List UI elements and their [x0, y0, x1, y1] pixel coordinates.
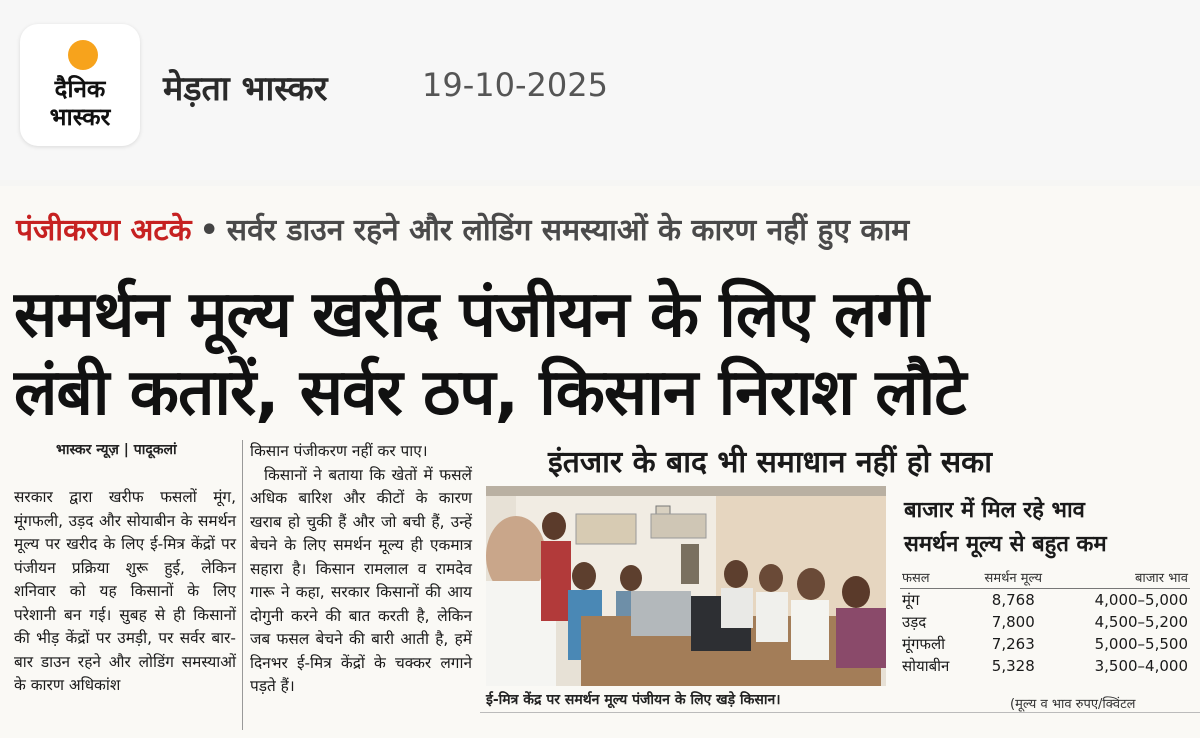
column-divider	[242, 440, 243, 730]
market-price: 5,000–5,500	[1094, 634, 1188, 653]
logo-text-line2: भास्कर	[49, 103, 111, 131]
crop-name: सोयाबीन	[902, 656, 950, 675]
msp-value: 8,768	[991, 590, 1035, 609]
kicker-line	[16, 208, 909, 249]
bottom-divider	[480, 712, 1200, 713]
kicker-bullet: •	[199, 213, 219, 248]
price-footnote: (मूल्य व भाव रुपए/क्विंटल	[1010, 697, 1136, 712]
col-header-market: बाजार भाव	[1135, 571, 1188, 586]
price-table	[900, 566, 1190, 677]
price-box-title-2: समर्थन मूल्य से बहुत कम	[904, 532, 1107, 557]
app-header	[0, 0, 1200, 180]
market-price: 4,000–5,000	[1094, 590, 1188, 609]
msp-value: 5,328	[991, 656, 1035, 675]
headline-line-1: समर्थन मूल्य खरीद पंजीयन के लिए लगी	[14, 278, 928, 352]
subheadline: इंतजार के बाद भी समाधान नहीं हो सका	[548, 445, 992, 480]
msp-value: 7,800	[991, 612, 1035, 631]
price-box-title-1: बाजार में मिल रहे भाव	[904, 498, 1085, 523]
col-header-crop: फसल	[902, 571, 930, 586]
kicker-text: सर्वर डाउन रहने और लोडिंग समस्याओं के कारण नहीं हुए काम	[226, 213, 910, 248]
byline: भास्कर न्यूज़ | पादूकलां	[56, 442, 177, 458]
crop-name: मूंग	[902, 590, 920, 609]
logo-text-line1: दैनिक	[54, 75, 106, 103]
price-table-header	[900, 566, 1190, 589]
crop-name: मूंगफली	[902, 634, 946, 653]
table-row	[900, 589, 1190, 611]
body-column-1: सरकार द्वारा खरीफ फसलों मूंग, मूंगफली, उड़द और सोयाबीन के समर्थन मूल्य पर खरीद के लिए ई-मित्र केंद्रों पर पंजीयन प्रक्रिया शुरू हुई, लेकिन शनिवार को यह किसानों के लिए परेशानी बन गई। सुबह से ही किसानों की भीड़ केंद्रों पर उमड़ी, पर सर्वर बार-बार डाउन रहने और लोडिंग समस्याओं के कारण अधिकांश	[14, 488, 236, 694]
market-price: 3,500–4,000	[1094, 656, 1188, 675]
table-row	[900, 655, 1190, 677]
dainik-bhaskar-logo[interactable]	[20, 24, 140, 146]
body-column-2	[250, 440, 472, 699]
body-column-2-lead: किसान पंजीकरण नहीं कर पाए।	[250, 442, 428, 460]
news-photo	[486, 486, 886, 686]
headline-line-2: लंबी कतारें, सर्वर ठप, किसान निराश लौटे	[14, 356, 966, 430]
edition-title: मेड़ता भास्कर	[163, 69, 328, 109]
market-price: 4,500–5,200	[1094, 612, 1188, 631]
farmers-at-emitra-photo	[486, 486, 886, 686]
col-header-msp: समर्थन मूल्य	[984, 571, 1043, 586]
crop-name: उड़द	[902, 612, 927, 631]
sun-icon	[68, 40, 98, 70]
photo-caption: ई-मित्र केंद्र पर समर्थन मूल्य पंजीयन के लिए खड़े किसान।	[486, 692, 781, 708]
msp-value: 7,263	[991, 634, 1035, 653]
kicker-label: पंजीकरण अटके	[16, 213, 192, 248]
body-column-2-paragraph: किसानों ने बताया कि खेतों में फसलें अधिक बारिश और कीटों के कारण खराब हो चुकी हैं और जो बची हैं, उन्हें बेचने के लिए समर्थन मूल्य ही एकमात्र सहारा है। किसान रामलाल व रामदेव गारू ने कहा, सरकार किसानों की आय दोगुनी करने की बात करती है, लेकिन जब फसल बेचने की बारी आती है, हमें दिनभर ई-मित्र केंद्रों के चक्कर लगाने पड़ते हैं।	[250, 465, 472, 695]
table-row	[900, 633, 1190, 655]
table-row	[900, 611, 1190, 633]
edition-date: 19-10-2025	[422, 66, 608, 104]
